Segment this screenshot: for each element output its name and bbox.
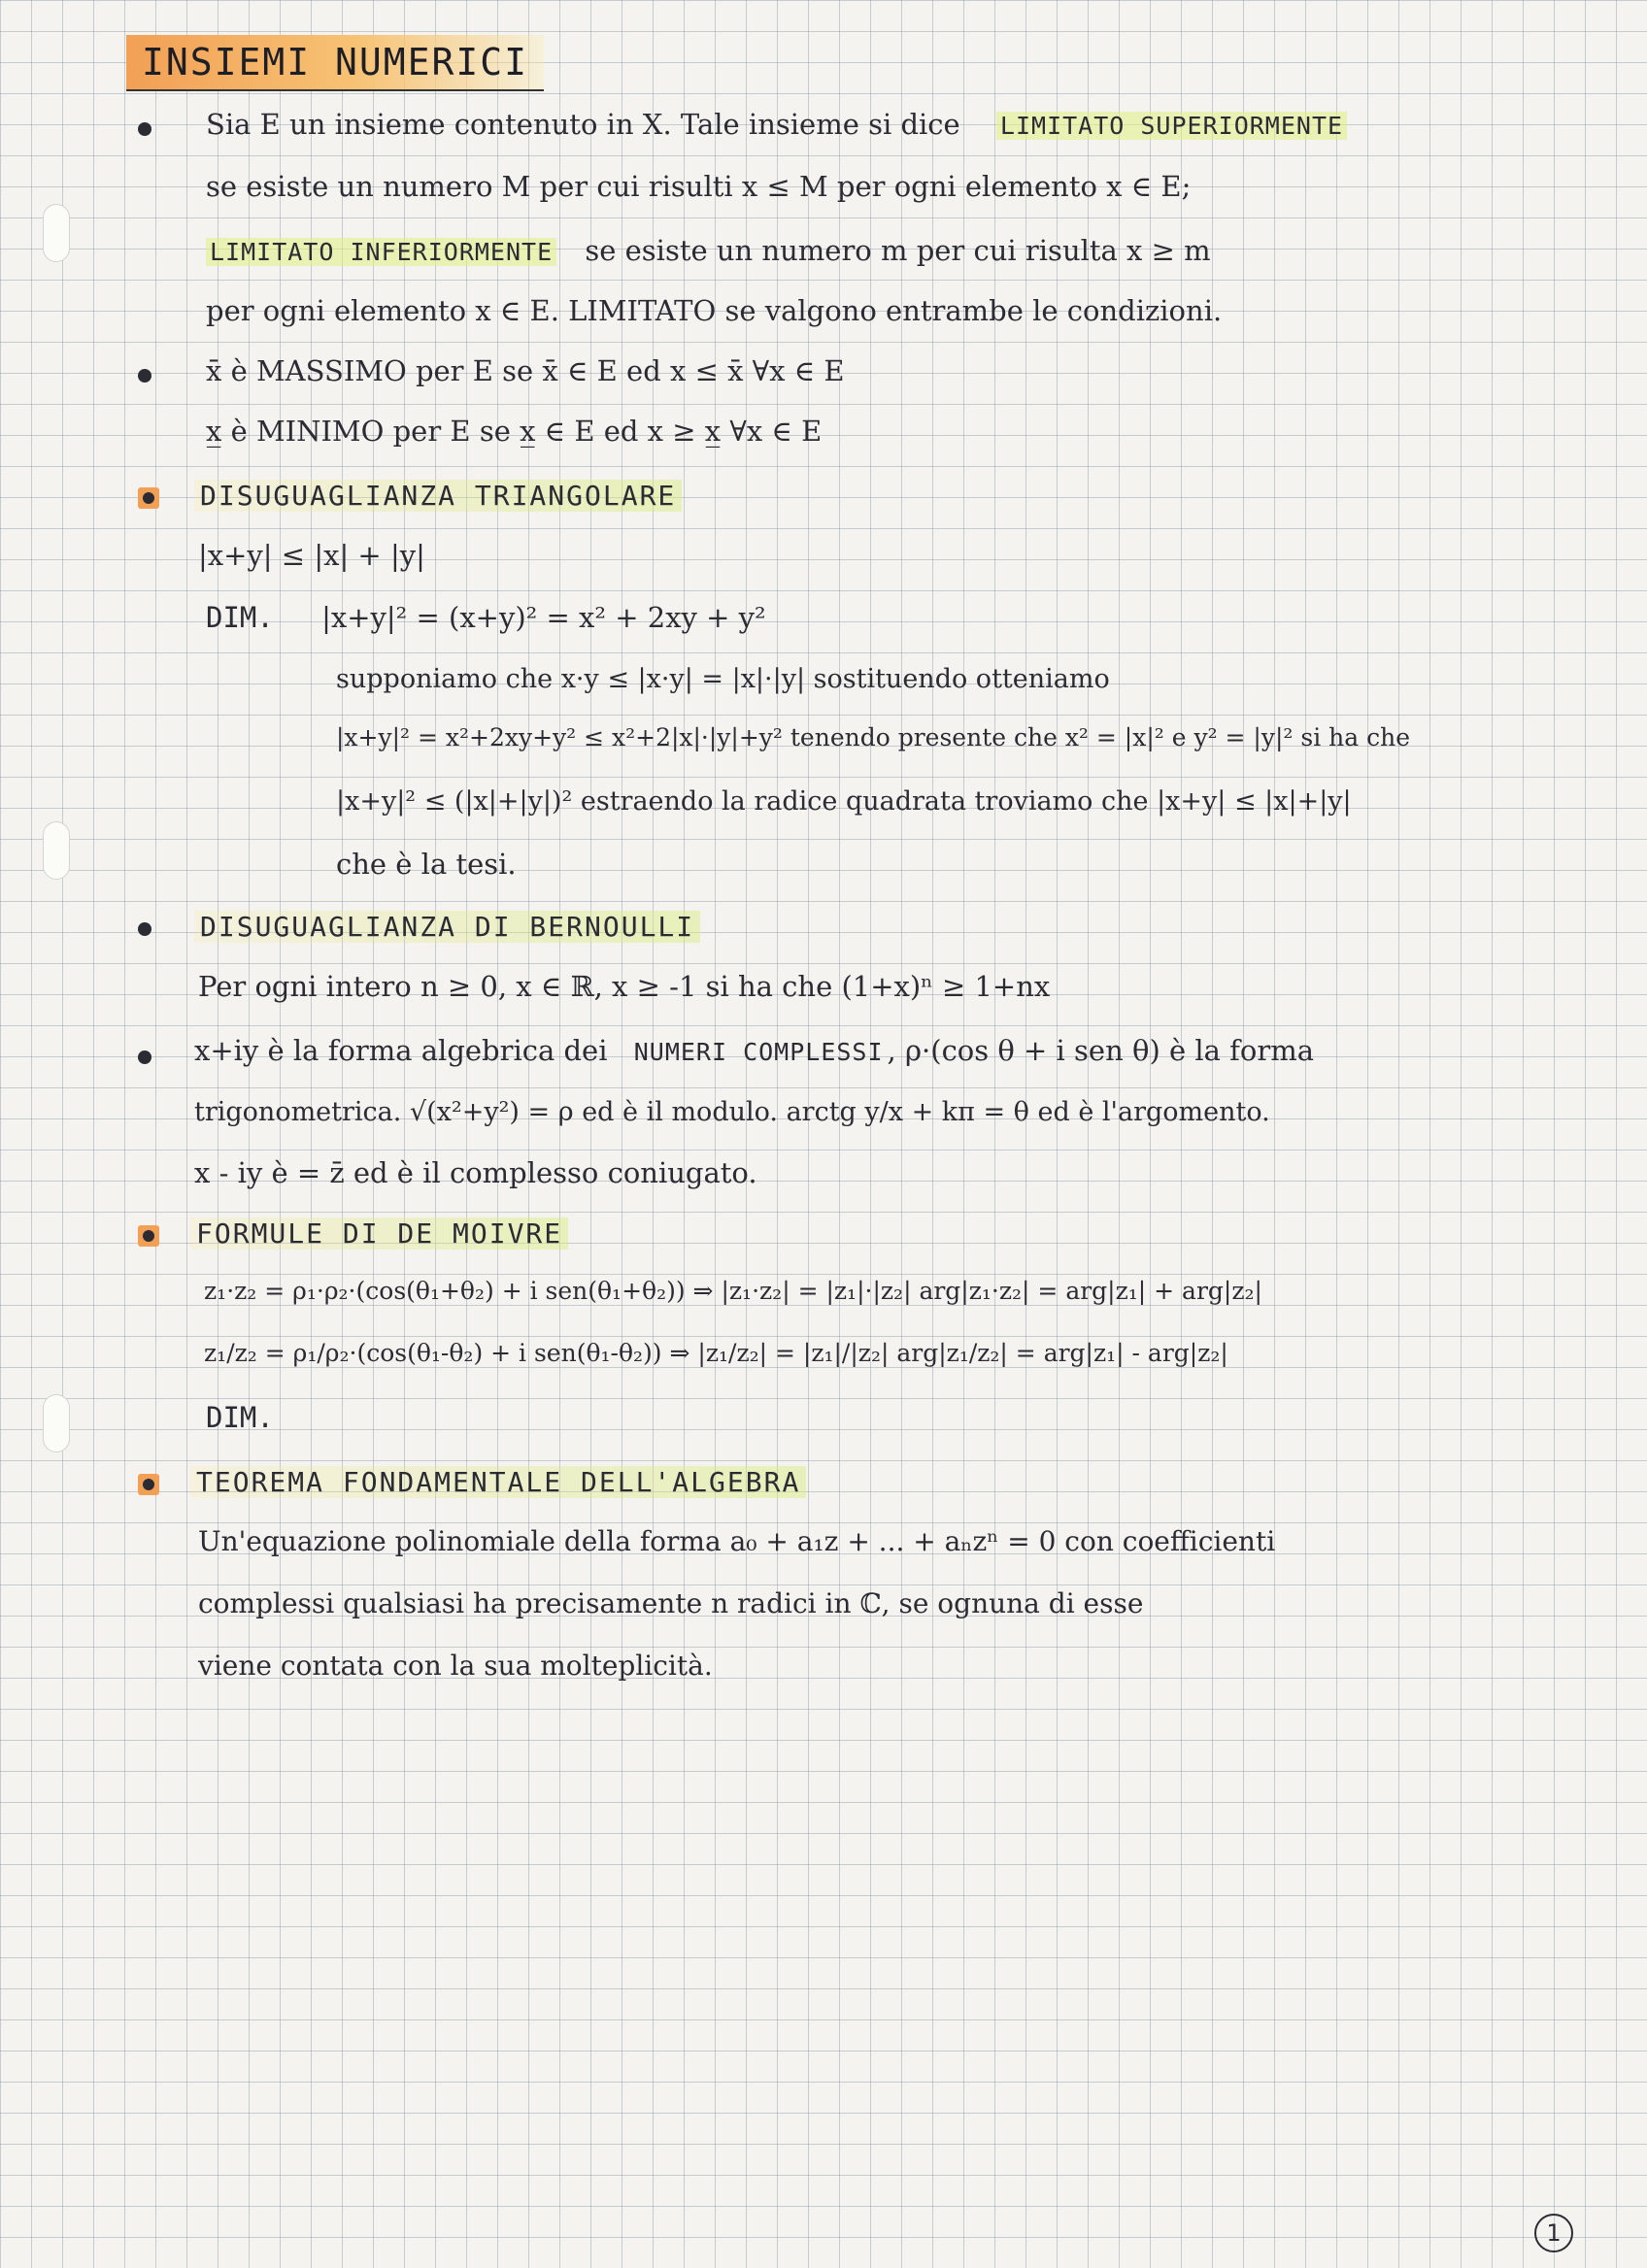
binder-hole-middle xyxy=(43,821,70,880)
teorema-heading: TEOREMA FONDAMENTALE DELL'ALGEBRA xyxy=(190,1466,806,1498)
complessi-line-3: x - iy è = z̄ ed è il complesso coniugato. xyxy=(194,1156,757,1189)
triangolare-heading-line xyxy=(194,480,682,512)
limitato-superiormente-term: LIMITATO SUPERIORMENTE xyxy=(996,112,1347,140)
limitato-text-1: Sia E un insieme contenuto in X. Tale insieme si dice xyxy=(206,108,960,141)
de-moivre-heading-line xyxy=(190,1217,568,1250)
bullet-massimo xyxy=(138,369,151,383)
page-number: 1 xyxy=(1534,2214,1573,2252)
de-moivre-line-1: z₁·z₂ = ρ₁·ρ₂·(cos(θ₁+θ₂) + i sen(θ₁+θ₂)) ⇒ |z₁·z₂| = |z₁|·|z₂| arg|z₁·z₂| = arg|z₁| + arg|z₂| xyxy=(204,1277,1262,1305)
bullet-triangolare xyxy=(138,487,159,509)
numeri-complessi-term: NUMERI COMPLESSI xyxy=(633,1038,884,1066)
triangolare-step-3: |x+y|² ≤ (|x|+|y|)² estraendo la radice quadrata troviamo che |x+y| ≤ |x|+|y| xyxy=(336,786,1352,817)
triangolare-statement: |x+y| ≤ |x| + |y| xyxy=(198,539,425,572)
limitato-line-4: per ogni elemento x ∈ E. LIMITATO se valgono entrambe le condizioni. xyxy=(206,294,1223,327)
limitato-line-1 xyxy=(206,109,1347,141)
bullet-de-moivre xyxy=(138,1225,159,1247)
page-title: INSIEMI NUMERICI xyxy=(126,35,544,91)
bernoulli-statement: Per ogni intero n ≥ 0, x ∈ ℝ, x ≥ -1 si ha che (1+x)ⁿ ≥ 1+nx xyxy=(198,970,1051,1003)
bernoulli-heading: DISUGUAGLIANZA DI BERNOULLI xyxy=(194,911,700,943)
bullet-bernoulli xyxy=(138,922,151,936)
bernoulli-heading-line xyxy=(194,911,700,943)
teorema-line-1: Un'equazione polinomiale della forma a₀ + a₁z + ... + aₙzⁿ = 0 con coefficienti xyxy=(198,1525,1276,1557)
limitato-line-3 xyxy=(206,235,1211,267)
complessi-line-1 xyxy=(194,1035,1314,1067)
triangolare-heading: DISUGUAGLIANZA TRIANGOLARE xyxy=(194,480,682,512)
triangolare-step-4: che è la tesi. xyxy=(336,848,517,881)
limitato-inferiormente-term: LIMITATO INFERIORMENTE xyxy=(206,238,556,266)
teorema-heading-line xyxy=(190,1466,806,1498)
triangolare-step-2: |x+y|² = x²+2xy+y² ≤ x²+2|x|·|y|+y² tenendo presente che x² = |x|² e y² = |y|² si ha che xyxy=(336,723,1410,751)
minimo-line: x̲ è MINIMO per E se x̲ ∈ E ed x ≥ x̲ ∀x ∈ E xyxy=(206,415,823,448)
teorema-line-3: viene contata con la sua molteplicità. xyxy=(198,1650,713,1682)
bullet-limitato xyxy=(138,122,151,136)
triangolare-dim-eq: |x+y|² = (x+y)² = x² + 2xy + y² xyxy=(321,601,766,634)
binder-hole-bottom xyxy=(43,1394,70,1452)
bullet-teorema xyxy=(138,1474,159,1495)
triangolare-dim-label: DIM. xyxy=(206,601,274,634)
de-moivre-heading: FORMULE DI DE MOIVRE xyxy=(190,1217,568,1250)
complessi-text-1a: x+iy è la forma algebrica dei xyxy=(194,1034,608,1067)
massimo-line: x̄ è MASSIMO per E se x̄ ∈ E ed x ≤ x̄ ∀x ∈ E xyxy=(206,354,845,387)
complessi-line-2: trigonometrica. √(x²+y²) = ρ ed è il modulo. arctg y/x + kπ = θ ed è l'argomento. xyxy=(194,1097,1270,1127)
binder-hole-top xyxy=(43,204,70,262)
triangolare-step-1: supponiamo che x·y ≤ |x·y| = |x|·|y| sostituendo otteniamo xyxy=(336,664,1110,694)
complessi-text-1b: , ρ·(cos θ + i sen θ) è la forma xyxy=(887,1034,1314,1067)
limitato-text-3: se esiste un numero m per cui risulta x ≥ m xyxy=(585,234,1211,267)
de-moivre-dim: DIM. xyxy=(206,1401,274,1434)
bullet-complessi xyxy=(138,1051,151,1064)
teorema-line-2: complessi qualsiasi ha precisamente n radici in ℂ, se ognuna di esse xyxy=(198,1587,1144,1619)
de-moivre-line-2: z₁/z₂ = ρ₁/ρ₂·(cos(θ₁-θ₂) + i sen(θ₁-θ₂)) ⇒ |z₁/z₂| = |z₁|/|z₂| arg|z₁/z₂| = arg|z₁| - arg|z₂| xyxy=(204,1339,1228,1367)
limitato-line-2: se esiste un numero M per cui risulti x ≤ M per ogni elemento x ∈ E; xyxy=(206,170,1192,203)
triangolare-dim-line xyxy=(206,602,766,634)
